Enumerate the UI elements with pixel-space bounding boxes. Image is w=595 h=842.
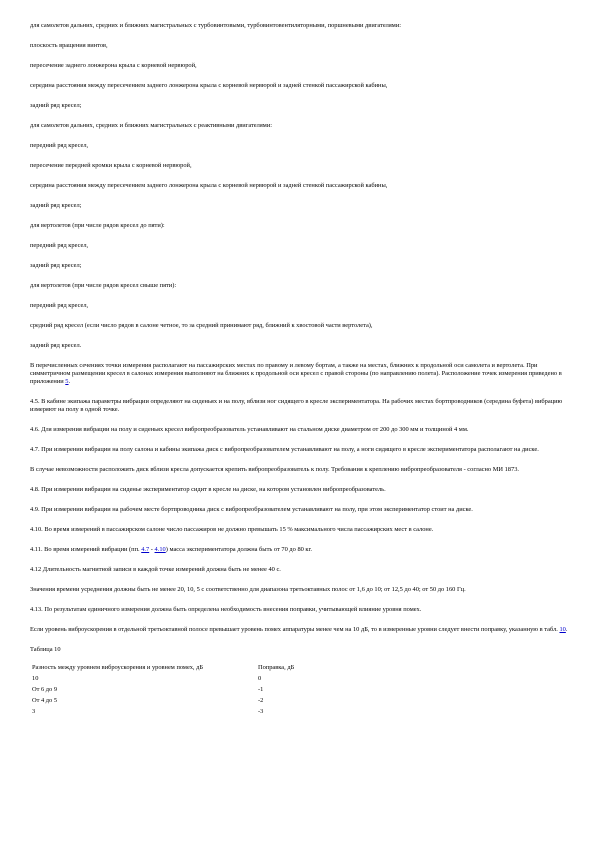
paragraph-4-9: 4.9. При измерении вибрации на рабочем месте бортпроводника диск с вибропреобразователем устанавливают на полу, при этом экспериментатор стоит на диске.	[30, 506, 473, 513]
table-header-row	[30, 664, 338, 675]
table-cell: -1	[258, 686, 264, 693]
correction-table	[30, 664, 338, 719]
paragraph-4-5: 4.5. В кабине экипажа параметры вибрации определяют на сиденьях и на полу, вблизи ног сидящего в кресле экспериментатора. На рабочих местах бортпроводников (середина буфета) вибрацию измеряют на полу в одной точке.	[30, 398, 563, 413]
list-item: для вертолетов (при числе рядов кресел свыше пяти):	[30, 282, 177, 289]
paragraph-text: 4.11. Во время измерений вибрации (пп.	[30, 546, 142, 553]
table-cell: От 6 до 9	[32, 686, 58, 693]
table-header-cell: Поправка, дБ	[258, 664, 295, 671]
table-row	[30, 686, 338, 697]
paragraph-4-13: 4.13. По результатам единичного измерения должна быть определена необходимость внесения поправки, учитывающей влияние уровня помех.	[30, 606, 422, 613]
table-link[interactable]: 10	[559, 626, 566, 633]
table-cell: От 4 до 5	[32, 697, 58, 704]
list-item: для самолетов дальних, средних и ближних магистральных с турбовинтовыми, турбовинтовентиляторными, поршневыми двигателями:	[30, 22, 402, 29]
table-cell: -2	[258, 697, 264, 704]
paragraph-4-10: 4.10. Во время измерений в пассажирском салоне число пассажиров не должно превышать 15 % максимального числа пассажирских мест в салоне.	[30, 526, 434, 533]
table-caption: Таблица 10	[30, 646, 61, 653]
paragraph-text: ) масса экспериментатора должна быть от 70 до 80 кг.	[165, 546, 313, 553]
table-cell: 10	[32, 675, 39, 682]
paragraph-4-6: 4.6. Для измерения вибрации на полу и сиденьях кресел вибропреобразователь устанавливают на стальном диске диаметром от 200 до 300 мм и толщиной 4 мм.	[30, 426, 469, 433]
paragraph-text: В перечисленных сечениях точки измерения располагают на пассажирских местах по правому и левому бортам, а также на местах, ближних к продольной оси самолета и вертолета. При симметричном размещении кресел в салонах измерения выполняют на ближних к продольной оси кресел с правой стороны (по направлению полета). Расположение точек измерения приведено в приложении	[30, 362, 562, 385]
list-item: средний ряд кресел (если число рядов в салоне четное, то за средний принимают ряд, ближний к хвостовой части вертолета),	[30, 322, 373, 329]
paragraph-4-12: 4.12 Длительность магнитной записи в каждой точке измерений должна быть не менее 40 с.	[30, 566, 281, 573]
table-cell: 3	[32, 708, 36, 715]
paragraph-4-7: 4.7. При измерении вибрации на полу салона и кабины экипажа диск с вибропреобразователем устанавливают на полу, а ноги сидящего в кресле экспериментатора располагают на диске.	[30, 446, 539, 453]
paragraph-correction	[30, 626, 570, 634]
clause-link-4-10[interactable]: 4.10	[154, 546, 166, 553]
list-item: задний ряд кресел;	[30, 102, 82, 109]
list-item: для самолетов дальних, средних и ближних магистральных с реактивными двигателями:	[30, 122, 273, 129]
section-list	[30, 22, 570, 350]
paragraph-4-11	[30, 546, 570, 554]
list-item: середина расстояния между пересечением заднего лонжерона крыла с корневой нервюрой и задней стенкой пассажирской кабины,	[30, 82, 388, 89]
paragraph-text: -	[149, 546, 155, 553]
list-item: пересечение передней кромки крыла с корневой нервюрой,	[30, 162, 192, 169]
paragraph-measurement-points	[30, 362, 570, 386]
paragraph-tail: .	[68, 378, 71, 385]
list-item: задний ряд кресел;	[30, 262, 82, 269]
table-row	[30, 675, 338, 686]
table-cell: -3	[258, 708, 264, 715]
list-item: передний ряд кресел,	[30, 142, 89, 149]
table-row	[30, 708, 338, 719]
appendix-link[interactable]: 5	[65, 378, 69, 385]
paragraph-fixing: В случае невозможности расположить диск вблизи кресла допускается крепить вибропреобразователь к полу. Требования к креплению вибропреобразователя - согласно МИ 1873.	[30, 466, 519, 473]
list-item: пересечение заднего лонжерона крыла с корневой нервюрой,	[30, 62, 197, 69]
list-item: задний ряд кресел;	[30, 202, 82, 209]
table-row	[30, 697, 338, 708]
list-item: для вертолетов (при числе рядов кресел до пяти):	[30, 222, 165, 229]
paragraph-4-8: 4.8. При измерении вибрации на сиденье экспериментатор сидит в кресле на диске, на котором установлен вибропреобразователь.	[30, 486, 386, 493]
table-header-cell: Разность между уровнем виброускорения и уровнем помех, дБ	[32, 664, 204, 671]
list-item: задний ряд кресел.	[30, 342, 82, 349]
document-page	[30, 22, 570, 719]
clause-link-4-7[interactable]: 4.7	[141, 546, 150, 553]
paragraph-text: Если уровень виброускорения в отдельной третьоктавной полосе превышает уровень помех аппаратуры менее чем на 10 дБ, то в измеренные уровни следует внести поправку, указанную в табл.	[30, 626, 560, 633]
list-item: плоскость вращения винтов,	[30, 42, 108, 49]
table-cell: 0	[258, 675, 262, 682]
paragraph-averaging-time: Значения времени усреднения должны быть не менее 20, 10, 5 с соответственно для диапазона третьоктавных полос от 1,6 до 10; от 12,5 до 40; от 50 до 160 Гц.	[30, 586, 466, 593]
list-item: середина расстояния между пересечением заднего лонжерона крыла с корневой нервюрой и задней стенкой пассажирской кабины,	[30, 182, 388, 189]
list-item: передний ряд кресел,	[30, 242, 89, 249]
list-item: передний ряд кресел,	[30, 302, 89, 309]
paragraph-tail: .	[565, 626, 568, 633]
